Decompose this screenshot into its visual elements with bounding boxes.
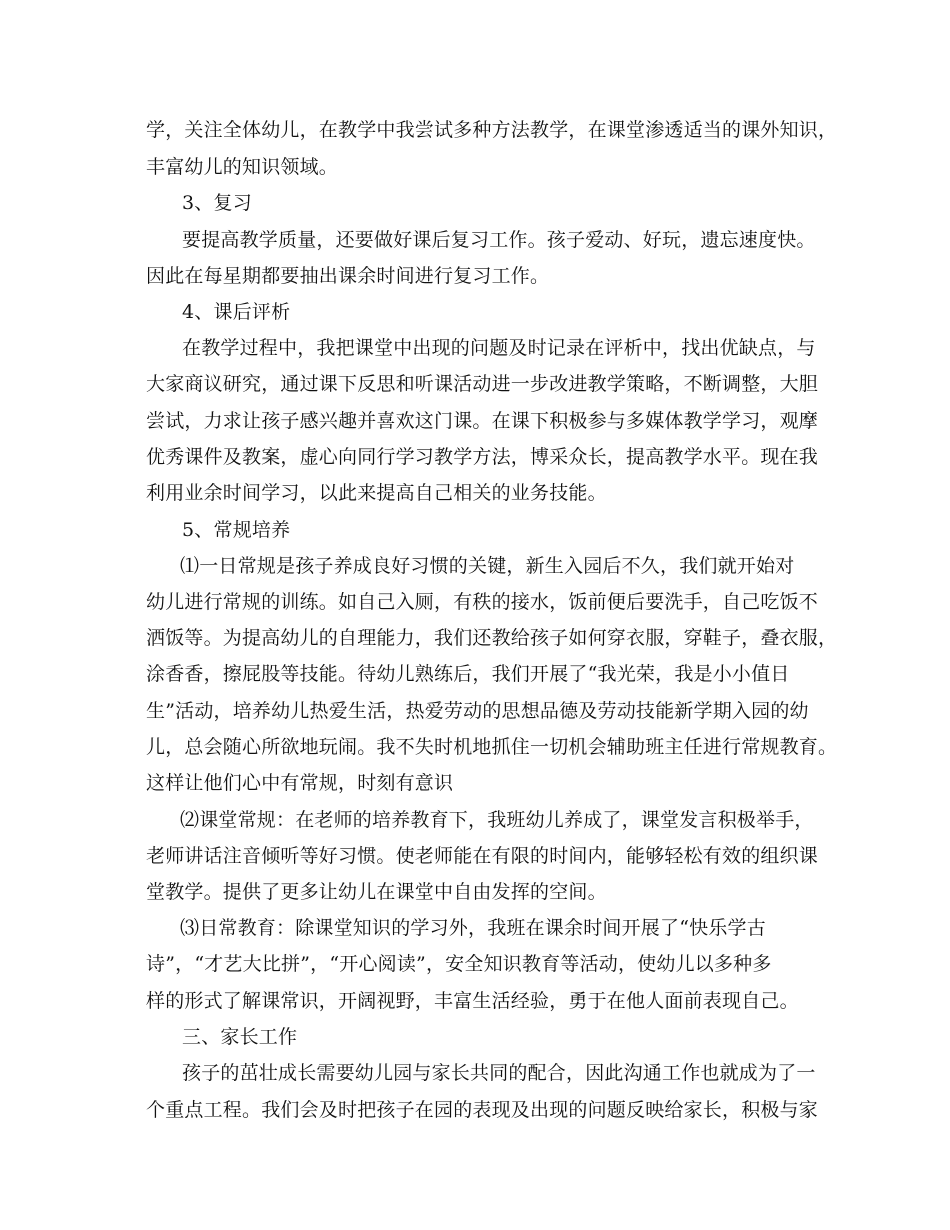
body-line: 儿，总会随心所欲地玩闹。我不失时机地抓住一切机会辅助班主任进行常规教育。: [146, 736, 838, 758]
body-line: 老师讲话注音倾听等好习惯。使老师能在有限的时间内，能够轻松有效的组织课: [146, 845, 819, 867]
body-line: 样的形式了解课常识，开阔视野，丰富生活经验，勇于在他人面前表现自己。: [146, 990, 799, 1012]
section-heading: 三、家长工作: [182, 1026, 298, 1048]
section-heading: 4、课后评析: [182, 301, 291, 323]
body-line: 幼儿进行常规的训练。如自己入厕，有秩的接水，饭前便后要洗手，自己吃饭不: [146, 591, 819, 613]
body-line: 学，关注全体幼儿，在教学中我尝试多种方法教学，在课堂渗透适当的课外知识，: [146, 119, 838, 141]
body-line: 要提高教学质量，还要做好课后复习工作。孩子爱动、好玩，遗忘速度快。: [182, 229, 816, 251]
body-line: 这样让他们心中有常规，时刻有意识: [146, 772, 454, 794]
body-line: 诗”，“才艺大比拼”，“开心阅读”，安全知识教育等活动，使幼儿以多种多: [146, 953, 772, 975]
body-line: 利用业余时间学习，以此来提高自己相关的业务技能。: [146, 482, 607, 504]
body-line: ⑶日常教育：除课堂知识的学习外，我班在课余时间开展了“快乐学古: [180, 917, 766, 939]
section-heading: 5、常规培养: [182, 519, 291, 541]
body-line: 涂香香，擦屁股等技能。待幼儿熟练后，我们开展了“我光荣，我是小小值日: [146, 663, 790, 685]
body-line: 个重点工程。我们会及时把孩子在园的表现及出现的问题反映给家长，积极与家: [146, 1099, 819, 1121]
body-line: 堂教学。提供了更多让幼儿在课堂中自由发挥的空间。: [146, 881, 607, 903]
body-line: 洒饭等。为提高幼儿的自理能力，我们还教给孩子如何穿衣服，穿鞋子，叠衣服，: [146, 627, 838, 649]
body-line: 大家商议研究，通过课下反思和听课活动进一步改进教学策略，不断调整，大胆: [146, 373, 819, 395]
body-line: 在教学过程中，我把课堂中出现的问题及时记录在评析中，找出优缺点，与: [182, 337, 816, 359]
body-line: 生”活动，培养幼儿热爱生活，热爱劳动的思想品德及劳动技能新学期入园的幼: [146, 700, 809, 722]
body-line: 孩子的茁壮成长需要幼儿园与家长共同的配合，因此沟通工作也就成为了一: [182, 1062, 816, 1084]
body-line: ⑵课堂常规：在老师的培养教育下，我班幼儿养成了，课堂发言积极举手，: [180, 809, 814, 831]
body-line: 丰富幼儿的知识领域。: [146, 156, 339, 178]
body-line: ⑴一日常规是孩子养成良好习惯的关键，新生入园后不久，我们就开始对: [180, 555, 795, 577]
body-line: 尝试，力求让孩子感兴趣并喜欢这门课。在课下积极参与多媒体教学学习，观摩: [146, 410, 819, 432]
body-line: 优秀课件及教案，虚心向同行学习教学方法，博采众长，提高教学水平。现在我: [146, 446, 819, 468]
section-heading: 3、复习: [182, 192, 252, 214]
body-line: 因此在每星期都要抽出课余时间进行复习工作。: [146, 265, 550, 287]
